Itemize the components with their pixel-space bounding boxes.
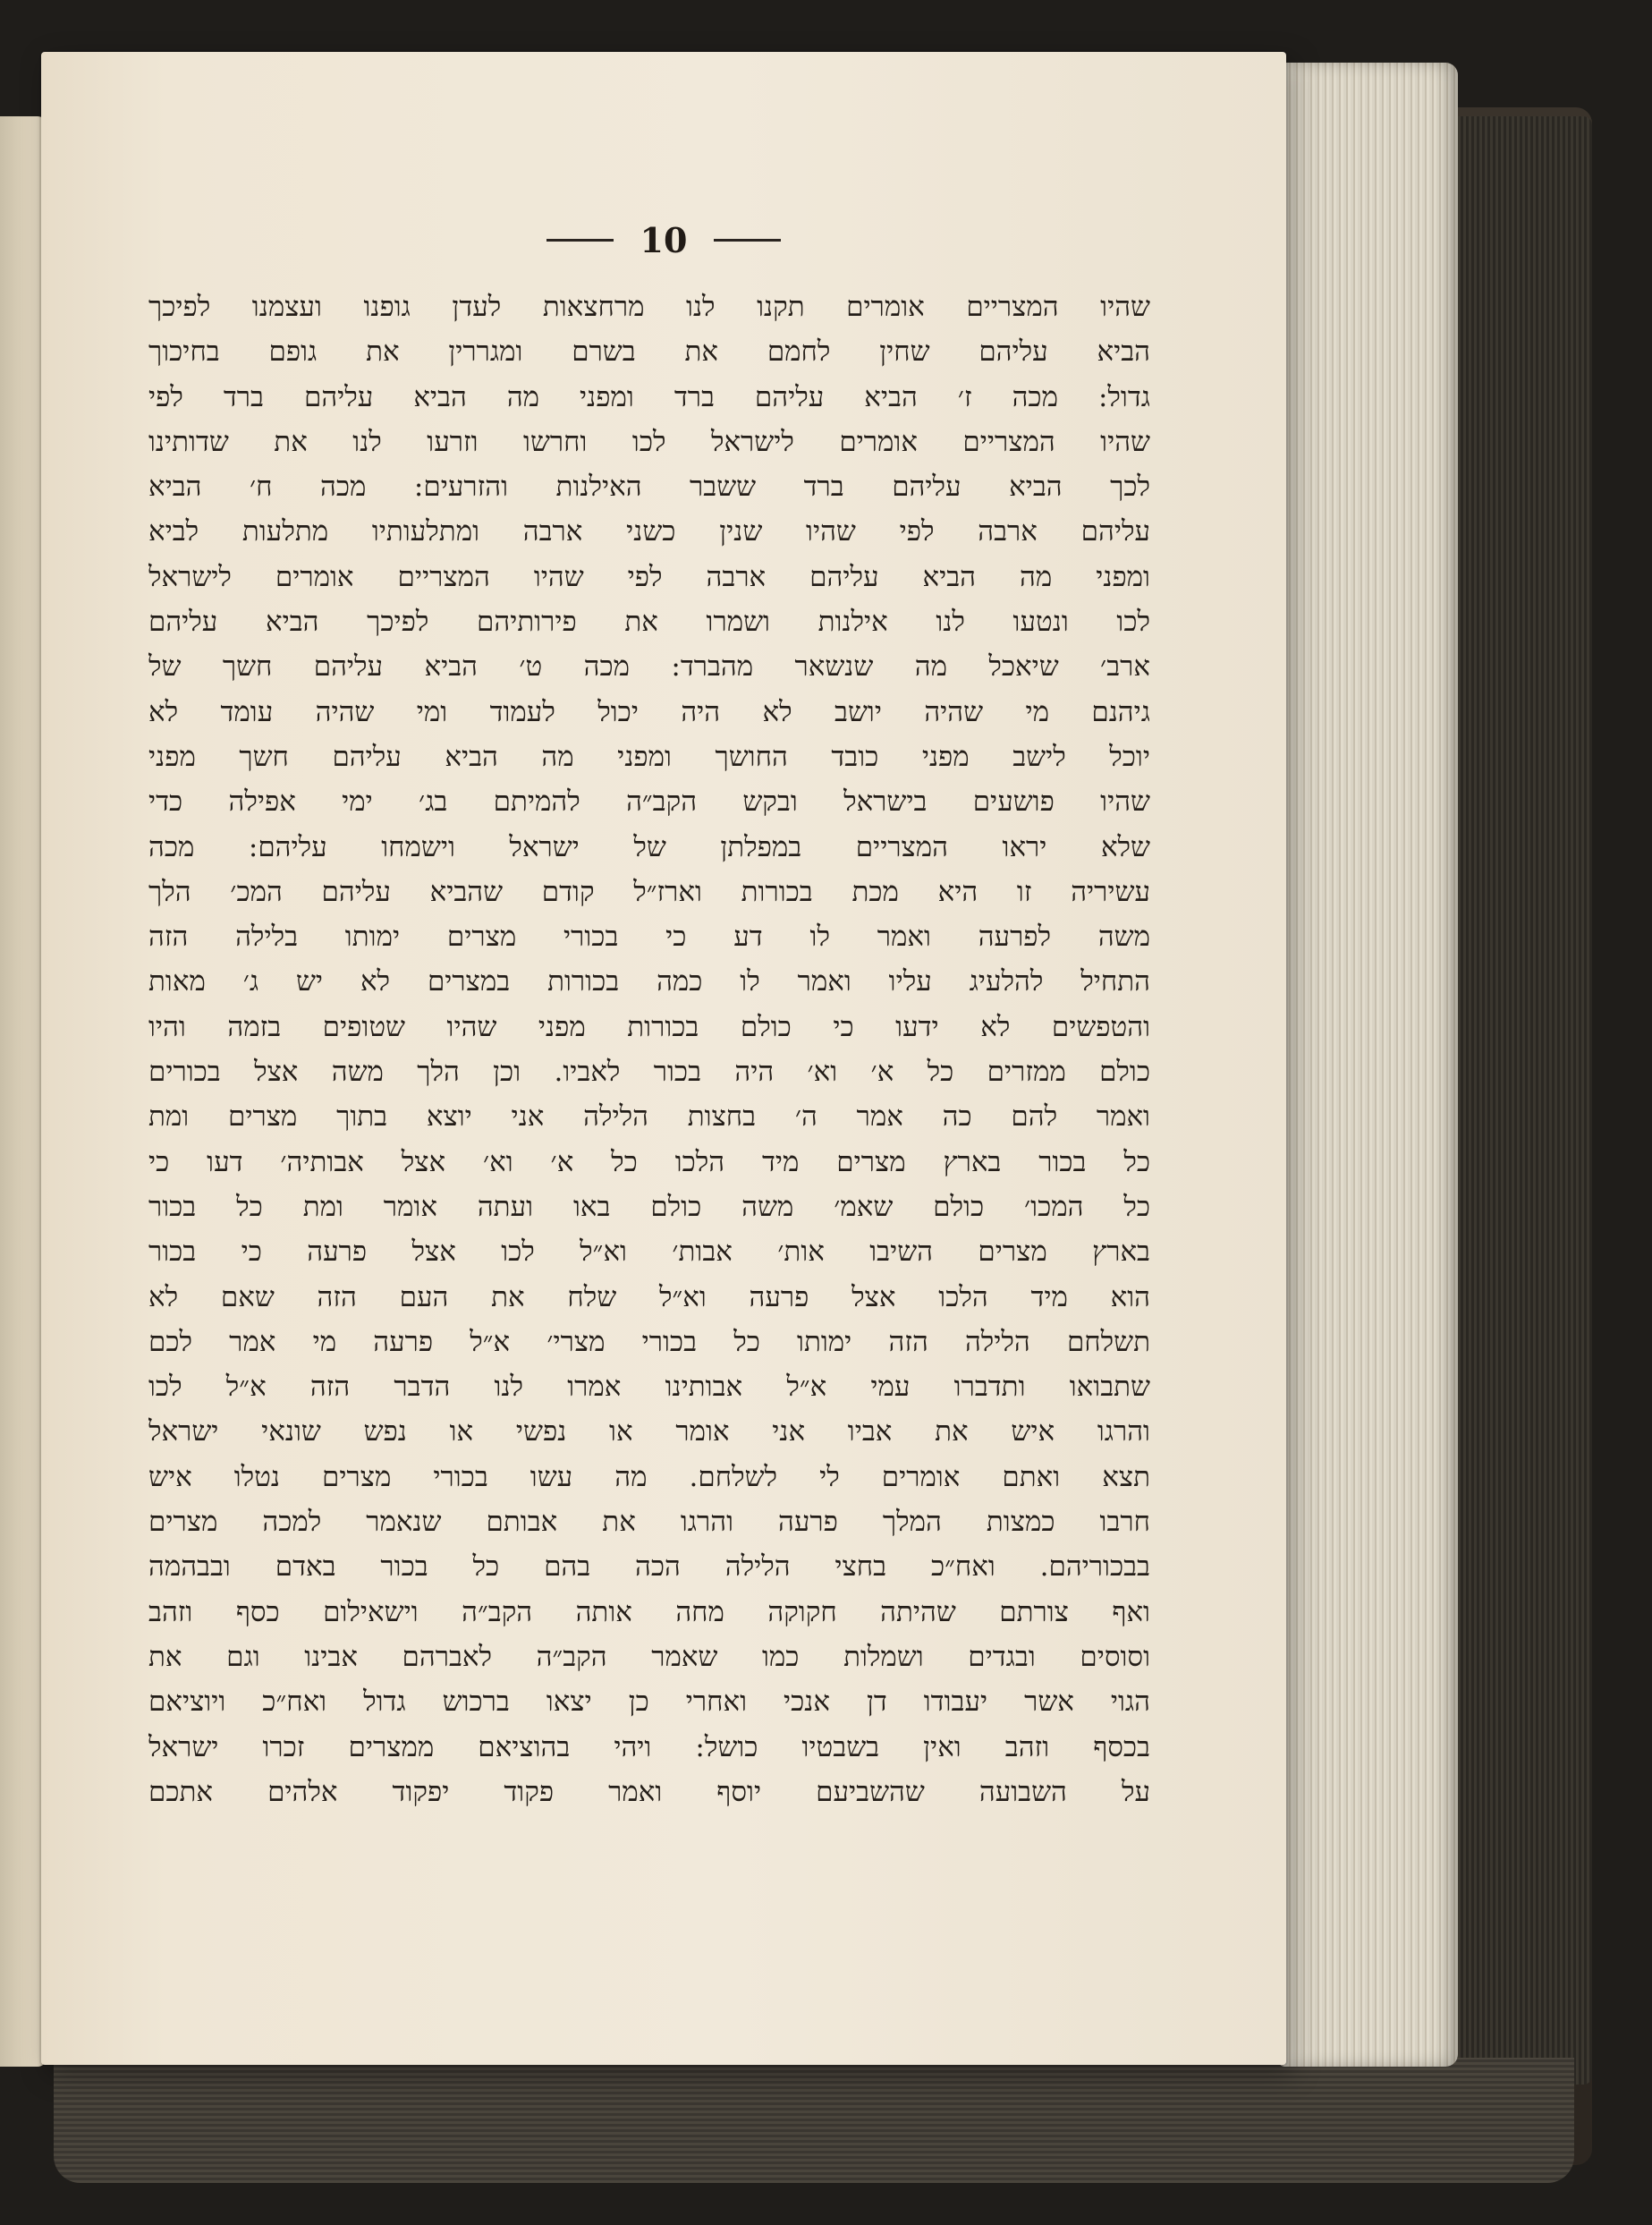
text-line: וסוסים ובגדים ושמלות כמו שאמר הקב״ה לאברהם אבינו וגם את xyxy=(148,1640,1150,1673)
text-line: הוא מיד הלכו אצל פרעה וא״ל שלח את העם הזה שאם לא xyxy=(148,1280,1150,1313)
text-line: תשלחם הלילה הזה ימותו כל בכורי מצרי׳ א״ל פרעה מי אמר לכם xyxy=(148,1325,1150,1358)
text-line: משה לפרעה ואמר לו דע כי בכורי מצרים ימותו בלילה הזה xyxy=(148,921,1150,954)
text-line: עשיריה זו היא מכת בכורות וארז״ל קודם שהביא עליהם המכ׳ הלך xyxy=(148,875,1150,908)
text-line: שהיו המצריים אומרים תקנו לנו מרחצאות לעדן גופנו ועצמנו לפיכך xyxy=(148,291,1150,323)
text-line: והרגו איש את אביו אני אומר או נפשי או נפש שונאי ישראל xyxy=(148,1415,1150,1448)
text-line: שהיו המצריים אומרים לישראל לכו וחרשו וזרעו לנו את שדותינו xyxy=(148,425,1150,458)
text-line: ארב׳ שיאכל מה שנשאר מהברד: מכה ט׳ הביא עליהם חשך של xyxy=(148,650,1150,684)
text-line: שהיו פושעים בישראל ובקש הקב״ה להמיתם בג׳ ימי אפילה כדי xyxy=(148,786,1150,819)
book-cover-bottom xyxy=(54,2058,1574,2183)
text-line: גיהנם מי שהיה יושב לא היה יכול לעמוד ומי שהיה עומד לא xyxy=(148,695,1150,728)
text-line: הגוי אשר יעבודו דן אנכי ואחרי כן יצאו ברכוש גדול ואח״כ ויוציאם xyxy=(148,1686,1150,1719)
left-page-edge xyxy=(0,116,47,2067)
text-line: שלא יראו המצריים במפלתן של ישראל וישמחו עליהם: מכה xyxy=(148,830,1150,863)
text-line: הביא עליהם שחין לחמם את בשרם ומגררין את גופם בחיכוך xyxy=(148,335,1150,369)
book-page xyxy=(41,52,1286,2065)
page-header xyxy=(41,204,1286,276)
text-line: ואף צורתם שהיתה חקוקה מחה אותה הקב״ה וישאילום כסף וזהב xyxy=(148,1595,1150,1628)
header-rule-right xyxy=(714,239,781,242)
page-number: 10 xyxy=(640,219,688,260)
text-line: כל המכו׳ כולם שאמ׳ משה כולם באו ועתה אומר ומת כל בכור xyxy=(148,1190,1150,1223)
text-line: בבכוריהם. ואח״כ בחצי הלילה הכה בהם כל בכור באדם ובבהמה xyxy=(148,1550,1150,1584)
text-line: ומפני מה הביא עליהם ארבה לפי שהיו המצריים אומרים לישראל xyxy=(148,560,1150,593)
text-line: בכסף וזהב ואין בשבטיו כושל: ויהי בהוציאם ממצרים זכרו ישראל xyxy=(148,1730,1150,1763)
text-line: גדול: מכה ז׳ הביא עליהם ברד ומפני מה הביא עליהם ברד לפי xyxy=(148,380,1150,413)
text-line: יוכל לישב מפני כובד החושך ומפני מה הביא עליהם חשך מפני xyxy=(148,740,1150,773)
text-line: שתבואו ותדברו עמי א״ל אבותינו אמרו לנו הדבר הזה א״ל לכו xyxy=(148,1371,1150,1404)
header-rule-left xyxy=(546,239,614,242)
text-line: כל בכור בארץ מצרים מיד הלכו כל א׳ וא׳ אצל אבותיה׳ דעו כי xyxy=(148,1145,1150,1178)
text-line: ואמר להם כה אמר ה׳ בחצות הלילה אני יוצא בתוך מצרים ומת xyxy=(148,1100,1150,1134)
text-line: בארץ מצרים השיבו אות׳ אבות׳ וא״ל לכו אצל פרעה כי בכור xyxy=(148,1236,1150,1269)
text-line: כולם ממזרים כל א׳ וא׳ היה בכור לאביו. וכן הלך משה אצל בכורים xyxy=(148,1056,1150,1089)
text-line: לכו ונטעו לנו אילנות ושמרו את פירותיהם לפיכך הביא עליהם xyxy=(148,606,1150,639)
text-line: לכך הביא עליהם ברד ששבר האילנות והזרעים: מכה ח׳ הביא xyxy=(148,471,1150,504)
text-line: והטפשים לא ידעו כי כולם בכורות מפני שהיו שטופים בזמה והיו xyxy=(148,1010,1150,1043)
page-edges-stack xyxy=(1279,63,1458,2067)
text-line: עליהם ארבה לפי שהיו שנין כשני ארבה ומתלעותיו מתלעות לביא xyxy=(148,515,1150,548)
text-line: התחיל להלעיג עליו ואמר לו כמה בכורות במצרים לא יש ג׳ מאות xyxy=(148,965,1150,998)
text-line: על השבועה שהשביעם יוסף ואמר פקוד יפקוד אלהים אתכם xyxy=(148,1775,1150,1808)
text-line: תצא ואתם אומרים לי לשלחם. מה עשו בכורי מצרים נטלו איש xyxy=(148,1460,1150,1493)
body-text xyxy=(148,284,1150,1814)
text-line: חרבו כמצות המלך פרעה והרגו את אבותם שנאמר למכה מצרים xyxy=(148,1506,1150,1539)
